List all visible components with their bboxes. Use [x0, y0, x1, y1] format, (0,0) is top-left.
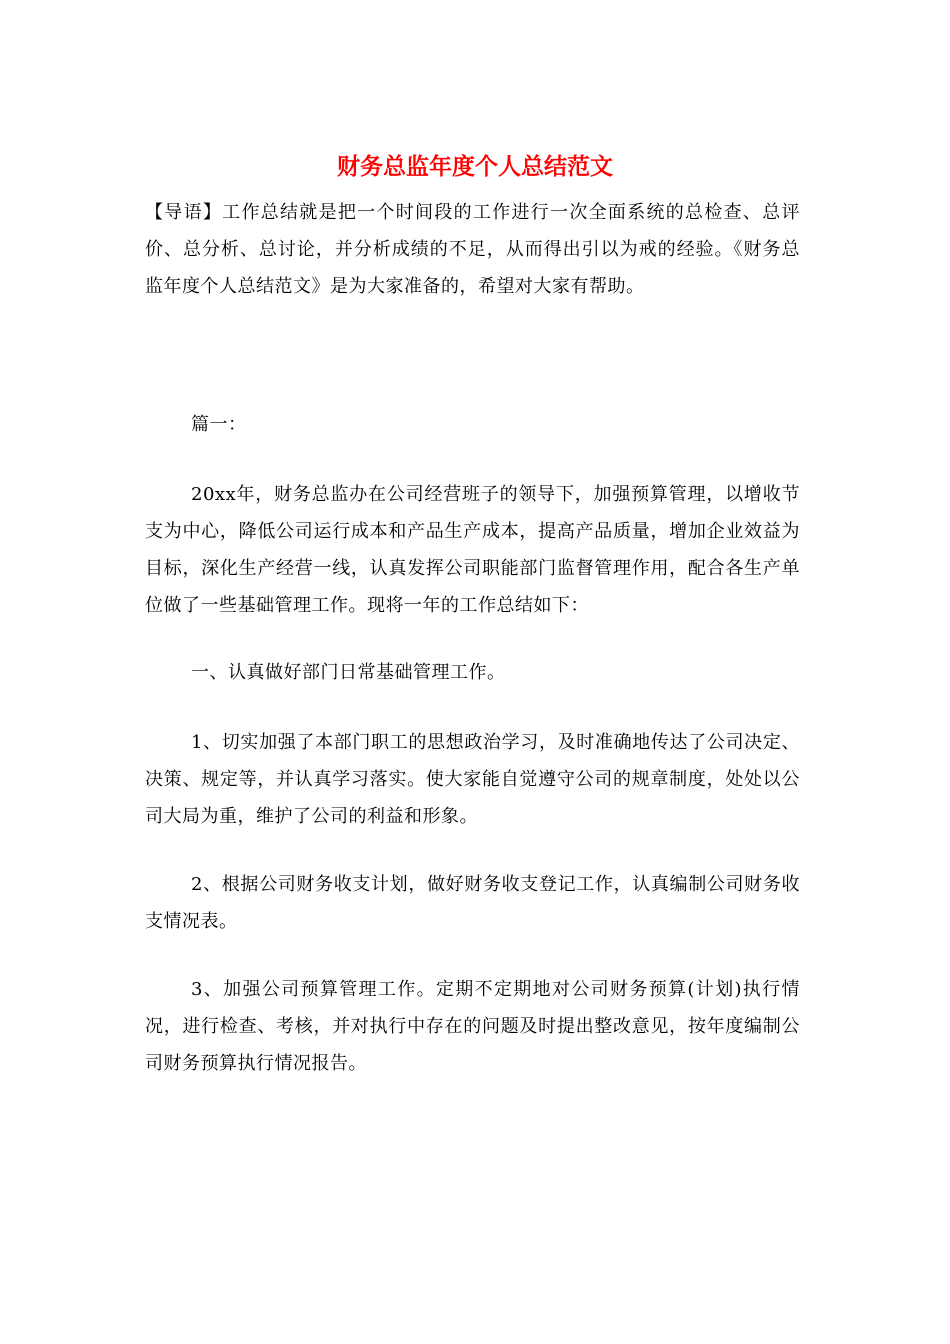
opening-paragraph: 20xx年，财务总监办在公司经营班子的领导下，加强预算管理，以增收节支为中心，降低公司运行成本和产品生产成本，提高产品质量，增加企业效益为目标，深化生产经营一线，认真发挥公司职能部门监督管理作用，配合各生产单位做了一些基础管理工作。现将一年的工作总结如下： [145, 484, 800, 616]
document-title: 财务总监年度个人总结范文 [337, 153, 613, 180]
section-heading: 一、认真做好部门日常基础管理工作。 [191, 662, 506, 683]
list-item: 1、切实加强了本部门职工的思想政治学习，及时准确地传达了公司决定、决策、规定等，并认真学习落实。使大家能自觉遵守公司的规章制度，处处以公司大局为重，维护了公司的利益和形象。 [145, 732, 800, 827]
list-item: 3、加强公司预算管理工作。定期不定期地对公司财务预算(计划)执行情况，进行检查、考核，并对执行中存在的问题及时提出整改意见，按年度编制公司财务预算执行情况报告。 [145, 979, 800, 1074]
list-item: 2、根据公司财务收支计划，做好财务收支登记工作，认真编制公司财务收支情况表。 [145, 874, 800, 932]
intro-paragraph: 【导语】工作总结就是把一个时间段的工作进行一次全面系统的总检查、总评价、总分析、总讨论，并分析成绩的不足，从而得出引以为戒的经验。《财务总监年度个人总结范文》是为大家准备的，希望对大家有帮助。 [145, 202, 800, 297]
part-heading: 篇一： [191, 414, 247, 435]
